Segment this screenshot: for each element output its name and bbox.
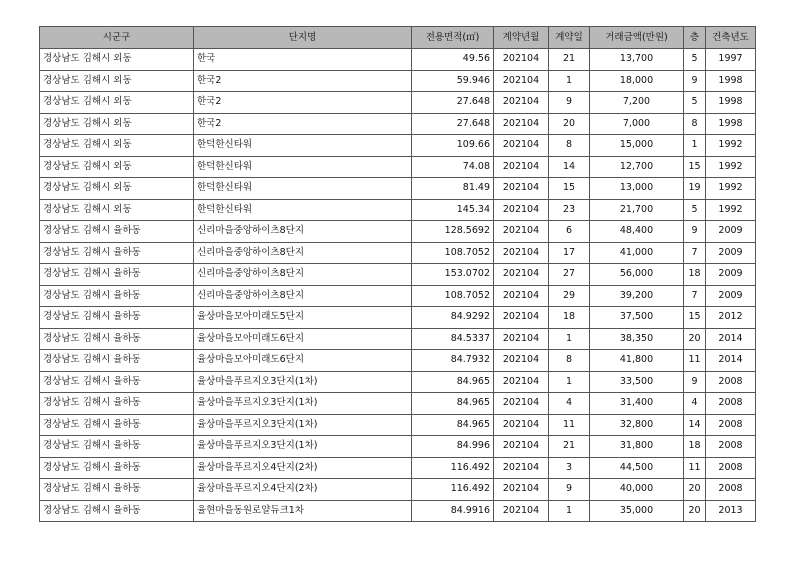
build-year-cell[interactable]: 2008 [706, 479, 756, 501]
sigungu-cell[interactable]: 경상남도 김해시 율하동 [40, 264, 194, 286]
price-cell[interactable]: 39,200 [590, 285, 684, 307]
header-contract-month[interactable]: 계약년월 [494, 27, 549, 49]
floor-cell[interactable]: 15 [684, 156, 706, 178]
area-cell[interactable]: 153.0702 [412, 264, 494, 286]
build-year-cell[interactable]: 2014 [706, 328, 756, 350]
area-cell[interactable]: 116.492 [412, 457, 494, 479]
complex-name-cell[interactable]: 한국2 [194, 70, 412, 92]
sigungu-cell[interactable]: 경상남도 김해시 외동 [40, 113, 194, 135]
build-year-cell[interactable]: 2008 [706, 436, 756, 458]
contract-day-cell[interactable]: 18 [549, 307, 590, 329]
sigungu-cell[interactable]: 경상남도 김해시 율하동 [40, 457, 194, 479]
build-year-cell[interactable]: 2009 [706, 221, 756, 243]
price-cell[interactable]: 13,700 [590, 49, 684, 71]
contract-day-cell[interactable]: 4 [549, 393, 590, 415]
area-cell[interactable]: 84.965 [412, 393, 494, 415]
price-cell[interactable]: 7,000 [590, 113, 684, 135]
complex-name-cell[interactable]: 한국 [194, 49, 412, 71]
table-row [40, 350, 756, 372]
complex-name-cell[interactable]: 율상마을푸르지오3단지(1차) [194, 393, 412, 415]
complex-name-cell[interactable]: 한국2 [194, 92, 412, 114]
contract-day-cell[interactable]: 23 [549, 199, 590, 221]
area-cell[interactable]: 81.49 [412, 178, 494, 200]
build-year-cell[interactable]: 1998 [706, 113, 756, 135]
area-cell[interactable]: 49.56 [412, 49, 494, 71]
floor-cell[interactable]: 14 [684, 414, 706, 436]
contract-month-cell[interactable]: 202104 [494, 285, 549, 307]
complex-name-cell[interactable]: 율상마을모아미래도5단지 [194, 307, 412, 329]
complex-name-cell[interactable]: 율현마을동원로얄듀크1차 [194, 500, 412, 522]
contract-month-cell[interactable]: 202104 [494, 500, 549, 522]
contract-day-cell[interactable]: 21 [549, 49, 590, 71]
contract-day-cell[interactable]: 3 [549, 457, 590, 479]
build-year-cell[interactable]: 2008 [706, 371, 756, 393]
contract-month-cell[interactable]: 202104 [494, 479, 549, 501]
floor-cell[interactable]: 11 [684, 457, 706, 479]
transaction-table [39, 26, 756, 522]
price-cell[interactable]: 40,000 [590, 479, 684, 501]
build-year-cell[interactable]: 1992 [706, 135, 756, 157]
build-year-cell[interactable]: 1998 [706, 70, 756, 92]
area-cell[interactable]: 84.9292 [412, 307, 494, 329]
header-sigungu[interactable]: 시군구 [40, 27, 194, 49]
contract-month-cell[interactable]: 202104 [494, 414, 549, 436]
contract-month-cell[interactable]: 202104 [494, 350, 549, 372]
complex-name-cell[interactable]: 신리마을중앙하이츠8단지 [194, 285, 412, 307]
sigungu-cell[interactable]: 경상남도 김해시 외동 [40, 92, 194, 114]
build-year-cell[interactable]: 2008 [706, 457, 756, 479]
sigungu-cell[interactable]: 경상남도 김해시 율하동 [40, 436, 194, 458]
sigungu-cell[interactable]: 경상남도 김해시 외동 [40, 178, 194, 200]
table-row [40, 500, 756, 522]
area-cell[interactable]: 116.492 [412, 479, 494, 501]
sigungu-cell[interactable]: 경상남도 김해시 외동 [40, 49, 194, 71]
table-body [40, 49, 756, 522]
build-year-cell[interactable]: 1992 [706, 178, 756, 200]
floor-cell[interactable]: 20 [684, 479, 706, 501]
table-row [40, 371, 756, 393]
contract-day-cell[interactable]: 8 [549, 135, 590, 157]
floor-cell[interactable]: 7 [684, 285, 706, 307]
area-cell[interactable]: 84.7932 [412, 350, 494, 372]
header-row [40, 27, 756, 49]
build-year-cell[interactable]: 1998 [706, 92, 756, 114]
sigungu-cell[interactable]: 경상남도 김해시 율하동 [40, 414, 194, 436]
header-build-year[interactable]: 건축년도 [706, 27, 756, 49]
contract-day-cell[interactable]: 9 [549, 92, 590, 114]
table-row [40, 264, 756, 286]
contract-month-cell[interactable]: 202104 [494, 113, 549, 135]
floor-cell[interactable]: 5 [684, 199, 706, 221]
price-cell[interactable]: 48,400 [590, 221, 684, 243]
complex-name-cell[interactable]: 율상마을모아미래도6단지 [194, 328, 412, 350]
spreadsheet-sheet [39, 26, 756, 522]
area-cell[interactable]: 84.5337 [412, 328, 494, 350]
header-complex-name[interactable]: 단지명 [194, 27, 412, 49]
area-cell[interactable]: 59.946 [412, 70, 494, 92]
contract-month-cell[interactable]: 202104 [494, 393, 549, 415]
contract-month-cell[interactable]: 202104 [494, 135, 549, 157]
table-row [40, 307, 756, 329]
contract-month-cell[interactable]: 202104 [494, 221, 549, 243]
build-year-cell[interactable]: 2013 [706, 500, 756, 522]
contract-month-cell[interactable]: 202104 [494, 307, 549, 329]
table-row [40, 135, 756, 157]
area-cell[interactable]: 109.66 [412, 135, 494, 157]
area-cell[interactable]: 84.965 [412, 414, 494, 436]
sigungu-cell[interactable]: 경상남도 김해시 율하동 [40, 393, 194, 415]
price-cell[interactable]: 38,350 [590, 328, 684, 350]
floor-cell[interactable]: 8 [684, 113, 706, 135]
price-cell[interactable]: 44,500 [590, 457, 684, 479]
header-price[interactable]: 거래금액(만원) [590, 27, 684, 49]
price-cell[interactable]: 35,000 [590, 500, 684, 522]
area-cell[interactable]: 108.7052 [412, 285, 494, 307]
table-row [40, 328, 756, 350]
contract-day-cell[interactable]: 9 [549, 479, 590, 501]
price-cell[interactable]: 13,000 [590, 178, 684, 200]
floor-cell[interactable]: 20 [684, 328, 706, 350]
floor-cell[interactable]: 18 [684, 436, 706, 458]
contract-month-cell[interactable]: 202104 [494, 49, 549, 71]
price-cell[interactable]: 18,000 [590, 70, 684, 92]
contract-day-cell[interactable]: 11 [549, 414, 590, 436]
contract-month-cell[interactable]: 202104 [494, 242, 549, 264]
build-year-cell[interactable]: 1997 [706, 49, 756, 71]
sigungu-cell[interactable]: 경상남도 김해시 율하동 [40, 350, 194, 372]
sigungu-cell[interactable]: 경상남도 김해시 율하동 [40, 285, 194, 307]
contract-day-cell[interactable]: 6 [549, 221, 590, 243]
contract-month-cell[interactable]: 202104 [494, 328, 549, 350]
build-year-cell[interactable]: 2009 [706, 285, 756, 307]
complex-name-cell[interactable]: 율상마을푸르지오3단지(1차) [194, 371, 412, 393]
complex-name-cell[interactable]: 한덕한신타워 [194, 199, 412, 221]
complex-name-cell[interactable]: 율상마을모아미래도6단지 [194, 350, 412, 372]
price-cell[interactable]: 21,700 [590, 199, 684, 221]
floor-cell[interactable]: 1 [684, 135, 706, 157]
contract-day-cell[interactable]: 8 [549, 350, 590, 372]
table-row [40, 285, 756, 307]
price-cell[interactable]: 12,700 [590, 156, 684, 178]
sigungu-cell[interactable]: 경상남도 김해시 외동 [40, 199, 194, 221]
header-contract-day[interactable]: 계약일 [549, 27, 590, 49]
floor-cell[interactable]: 9 [684, 70, 706, 92]
table-row [40, 436, 756, 458]
table-row [40, 414, 756, 436]
contract-month-cell[interactable]: 202104 [494, 371, 549, 393]
floor-cell[interactable]: 5 [684, 49, 706, 71]
price-cell[interactable]: 31,800 [590, 436, 684, 458]
contract-month-cell[interactable]: 202104 [494, 264, 549, 286]
area-cell[interactable]: 84.996 [412, 436, 494, 458]
price-cell[interactable]: 15,000 [590, 135, 684, 157]
contract-month-cell[interactable]: 202104 [494, 156, 549, 178]
price-cell[interactable]: 32,800 [590, 414, 684, 436]
price-cell[interactable]: 41,800 [590, 350, 684, 372]
contract-day-cell[interactable]: 29 [549, 285, 590, 307]
sigungu-cell[interactable]: 경상남도 김해시 외동 [40, 70, 194, 92]
sigungu-cell[interactable]: 경상남도 김해시 율하동 [40, 328, 194, 350]
contract-day-cell[interactable]: 15 [549, 178, 590, 200]
area-cell[interactable]: 128.5692 [412, 221, 494, 243]
complex-name-cell[interactable]: 율상마을푸르지오4단지(2차) [194, 457, 412, 479]
build-year-cell[interactable]: 2014 [706, 350, 756, 372]
build-year-cell[interactable]: 2008 [706, 393, 756, 415]
table-row [40, 479, 756, 501]
floor-cell[interactable]: 18 [684, 264, 706, 286]
area-cell[interactable]: 145.34 [412, 199, 494, 221]
contract-month-cell[interactable]: 202104 [494, 178, 549, 200]
table-row [40, 49, 756, 71]
table-row [40, 457, 756, 479]
table-row [40, 393, 756, 415]
floor-cell[interactable]: 15 [684, 307, 706, 329]
contract-day-cell[interactable]: 20 [549, 113, 590, 135]
complex-name-cell[interactable]: 율상마을푸르지오4단지(2차) [194, 479, 412, 501]
contract-day-cell[interactable]: 14 [549, 156, 590, 178]
sigungu-cell[interactable]: 경상남도 김해시 율하동 [40, 500, 194, 522]
header-area[interactable]: 전용면적(㎡) [412, 27, 494, 49]
area-cell[interactable]: 84.965 [412, 371, 494, 393]
complex-name-cell[interactable]: 신리마을중앙하이츠8단지 [194, 221, 412, 243]
sigungu-cell[interactable]: 경상남도 김해시 외동 [40, 135, 194, 157]
sigungu-cell[interactable]: 경상남도 김해시 율하동 [40, 242, 194, 264]
contract-day-cell[interactable]: 1 [549, 328, 590, 350]
floor-cell[interactable]: 11 [684, 350, 706, 372]
sigungu-cell[interactable]: 경상남도 김해시 율하동 [40, 371, 194, 393]
sigungu-cell[interactable]: 경상남도 김해시 율하동 [40, 479, 194, 501]
build-year-cell[interactable]: 2009 [706, 264, 756, 286]
complex-name-cell[interactable]: 한국2 [194, 113, 412, 135]
complex-name-cell[interactable]: 한덕한신타워 [194, 178, 412, 200]
price-cell[interactable]: 31,400 [590, 393, 684, 415]
contract-month-cell[interactable]: 202104 [494, 92, 549, 114]
table-row [40, 221, 756, 243]
header-floor[interactable]: 층 [684, 27, 706, 49]
area-cell[interactable]: 27.648 [412, 92, 494, 114]
floor-cell[interactable]: 20 [684, 500, 706, 522]
complex-name-cell[interactable]: 신리마을중앙하이츠8단지 [194, 264, 412, 286]
contract-day-cell[interactable]: 1 [549, 70, 590, 92]
contract-day-cell[interactable]: 27 [549, 264, 590, 286]
price-cell[interactable]: 56,000 [590, 264, 684, 286]
contract-day-cell[interactable]: 21 [549, 436, 590, 458]
table-row [40, 70, 756, 92]
area-cell[interactable]: 84.9916 [412, 500, 494, 522]
price-cell[interactable]: 37,500 [590, 307, 684, 329]
floor-cell[interactable]: 19 [684, 178, 706, 200]
area-cell[interactable]: 108.7052 [412, 242, 494, 264]
floor-cell[interactable]: 4 [684, 393, 706, 415]
table-row [40, 242, 756, 264]
price-cell[interactable]: 33,500 [590, 371, 684, 393]
complex-name-cell[interactable]: 신리마을중앙하이츠8단지 [194, 242, 412, 264]
area-cell[interactable]: 27.648 [412, 113, 494, 135]
floor-cell[interactable]: 5 [684, 92, 706, 114]
price-cell[interactable]: 7,200 [590, 92, 684, 114]
build-year-cell[interactable]: 2008 [706, 414, 756, 436]
complex-name-cell[interactable]: 율상마을푸르지오3단지(1차) [194, 436, 412, 458]
build-year-cell[interactable]: 1992 [706, 156, 756, 178]
contract-day-cell[interactable]: 1 [549, 500, 590, 522]
complex-name-cell[interactable]: 한덕한신타워 [194, 135, 412, 157]
area-cell[interactable]: 74.08 [412, 156, 494, 178]
table-row [40, 199, 756, 221]
complex-name-cell[interactable]: 율상마을푸르지오3단지(1차) [194, 414, 412, 436]
contract-month-cell[interactable]: 202104 [494, 457, 549, 479]
contract-day-cell[interactable]: 17 [549, 242, 590, 264]
build-year-cell[interactable]: 2009 [706, 242, 756, 264]
floor-cell[interactable]: 9 [684, 371, 706, 393]
contract-month-cell[interactable]: 202104 [494, 199, 549, 221]
complex-name-cell[interactable]: 한덕한신타워 [194, 156, 412, 178]
sigungu-cell[interactable]: 경상남도 김해시 율하동 [40, 307, 194, 329]
table-row [40, 178, 756, 200]
sigungu-cell[interactable]: 경상남도 김해시 율하동 [40, 221, 194, 243]
floor-cell[interactable]: 7 [684, 242, 706, 264]
table-row [40, 92, 756, 114]
price-cell[interactable]: 41,000 [590, 242, 684, 264]
sigungu-cell[interactable]: 경상남도 김해시 외동 [40, 156, 194, 178]
table-row [40, 156, 756, 178]
table-row [40, 113, 756, 135]
floor-cell[interactable]: 9 [684, 221, 706, 243]
build-year-cell[interactable]: 2012 [706, 307, 756, 329]
build-year-cell[interactable]: 1992 [706, 199, 756, 221]
contract-month-cell[interactable]: 202104 [494, 70, 549, 92]
contract-day-cell[interactable]: 1 [549, 371, 590, 393]
contract-month-cell[interactable]: 202104 [494, 436, 549, 458]
